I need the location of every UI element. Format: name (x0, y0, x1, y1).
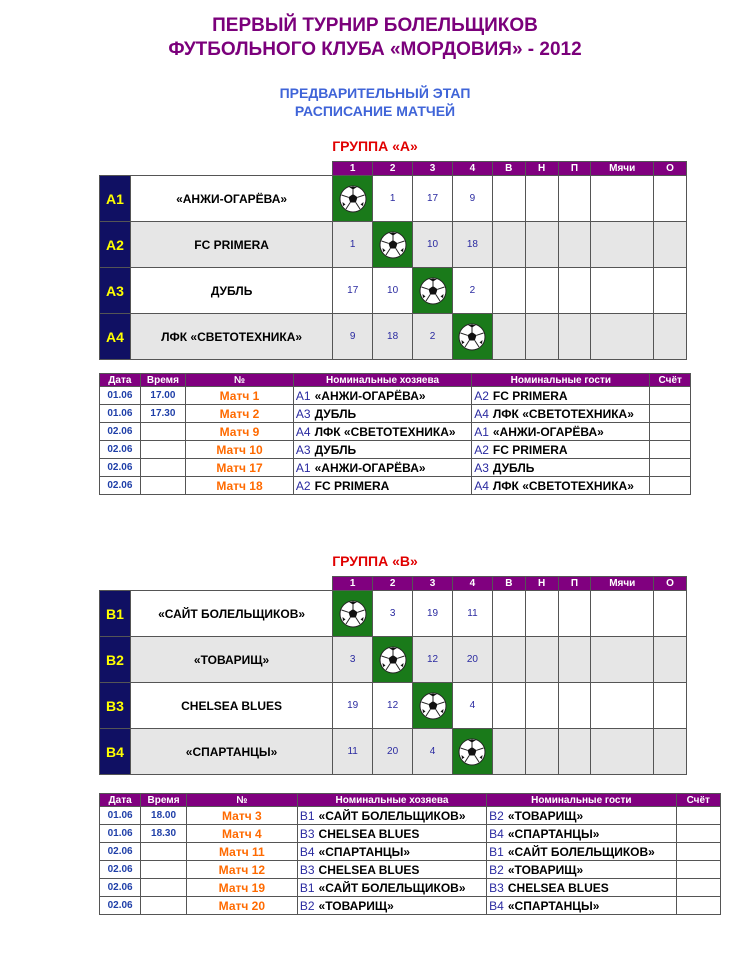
draws-cell (525, 268, 558, 314)
match-score (676, 897, 721, 915)
home-team-name: «ТОВАРИЩ» (318, 898, 394, 913)
soccer-ball-icon (339, 600, 367, 628)
standings-row (100, 637, 687, 683)
standings-col-header: В (492, 162, 525, 176)
standings-row (100, 314, 687, 360)
self-cell (413, 683, 453, 729)
self-cell (373, 222, 413, 268)
goals-cell (591, 591, 654, 637)
home-team (297, 843, 486, 861)
points-cell (654, 314, 687, 360)
group-a-standings-table (99, 161, 687, 360)
standings-col-header: 2 (373, 162, 413, 176)
team-name: FC PRIMERA (130, 222, 332, 268)
match-number: Матч 2 (186, 405, 294, 423)
match-number: Матч 11 (186, 843, 297, 861)
match-date: 02.06 (100, 897, 141, 915)
team-name: «САЙТ БОЛЕЛЬЩИКОВ» (130, 591, 332, 637)
standings-row (100, 222, 687, 268)
home-team (293, 459, 471, 477)
away-team-name: ЛФК «СВЕТОТЕХНИКА» (492, 478, 634, 493)
team-code: А3 (100, 268, 131, 314)
self-cell (373, 637, 413, 683)
match-number-cell: 3 (333, 637, 373, 683)
away-team (487, 861, 676, 879)
schedule-col-header: Счёт (676, 794, 721, 807)
schedule-row (100, 459, 691, 477)
match-number-cell: 17 (413, 176, 453, 222)
soccer-ball-icon (379, 646, 407, 674)
home-team (297, 861, 486, 879)
group-b-standings-table (99, 576, 687, 775)
losses-cell (558, 176, 591, 222)
away-team-name: CHELSEA BLUES (507, 880, 609, 895)
home-team (293, 441, 471, 459)
away-team-name: «ТОВАРИЩ» (507, 862, 584, 877)
stage-subtitle: ПРЕДВАРИТЕЛЬНЫЙ ЭТАП (279, 85, 471, 101)
home-team (297, 807, 486, 825)
soccer-ball-icon (379, 231, 407, 259)
home-team-name: «АНЖИ-ОГАРЁВА» (314, 460, 426, 475)
away-team-name: «СПАРТАНЦЫ» (507, 898, 600, 913)
standings-col-header: 2 (373, 577, 413, 591)
standings-col-header: 1 (333, 577, 373, 591)
tournament-title-line2: ФУТБОЛЬНОГО КЛУБА «МОРДОВИЯ» - 2012 (168, 39, 582, 60)
schedule-row (100, 825, 721, 843)
home-team-code: В1 (299, 808, 315, 823)
match-number-cell: 9 (333, 314, 373, 360)
home-team-name: CHELSEA BLUES (318, 862, 420, 877)
schedule-col-header: Номинальные хозяева (293, 374, 471, 387)
match-date: 02.06 (100, 441, 141, 459)
match-number: Матч 20 (186, 897, 297, 915)
losses-cell (558, 729, 591, 775)
away-team (487, 825, 676, 843)
tournament-title-line1: ПЕРВЫЙ ТУРНИР БОЛЕЛЬЩИКОВ (212, 15, 538, 36)
team-name: «ТОВАРИЩ» (130, 637, 332, 683)
match-date: 02.06 (100, 879, 141, 897)
home-team (293, 405, 471, 423)
match-number-cell: 11 (333, 729, 373, 775)
team-name: ЛФК «СВЕТОТЕХНИКА» (130, 314, 332, 360)
away-team (472, 441, 650, 459)
team-code: А4 (100, 314, 131, 360)
standings-col-header: Н (525, 577, 558, 591)
standings-col-header: О (654, 162, 687, 176)
away-team (487, 879, 676, 897)
schedule-header-row (100, 794, 721, 807)
points-cell (654, 222, 687, 268)
schedule-header-row (100, 374, 691, 387)
away-team-code: А2 (474, 442, 489, 457)
goals-cell (591, 683, 654, 729)
wins-cell (492, 591, 525, 637)
match-score (676, 825, 721, 843)
home-team-code: А2 (295, 478, 311, 493)
standings-col-header: 3 (413, 577, 453, 591)
home-team-code: А3 (295, 406, 311, 421)
match-time: 18.30 (141, 825, 187, 843)
goals-cell (591, 637, 654, 683)
match-date: 02.06 (100, 477, 141, 495)
match-number-cell: 1 (373, 176, 413, 222)
standings-row (100, 268, 687, 314)
match-score (676, 861, 721, 879)
home-team-name: «САЙТ БОЛЕЛЬЩИКОВ» (318, 880, 466, 895)
standings-col-header: Мячи (591, 162, 654, 176)
wins-cell (492, 683, 525, 729)
home-team-code: А4 (295, 424, 311, 439)
home-team-code: В2 (299, 898, 315, 913)
match-number: Матч 9 (186, 423, 294, 441)
match-number-cell: 4 (413, 729, 453, 775)
standings-header-row (100, 162, 687, 176)
wins-cell (492, 314, 525, 360)
away-team-code: В1 (489, 844, 504, 859)
schedule-row (100, 897, 721, 915)
losses-cell (558, 222, 591, 268)
draws-cell (525, 222, 558, 268)
away-team (472, 405, 650, 423)
goals-cell (591, 222, 654, 268)
draws-cell (525, 683, 558, 729)
away-team-name: «САЙТ БОЛЕЛЬЩИКОВ» (507, 844, 655, 859)
away-team-name: «СПАРТАНЦЫ» (507, 826, 600, 841)
home-team (293, 477, 471, 495)
draws-cell (525, 729, 558, 775)
soccer-ball-icon (458, 323, 486, 351)
team-code: А2 (100, 222, 131, 268)
home-team-name: «САЙТ БОЛЕЛЬЩИКОВ» (318, 808, 466, 823)
match-date: 02.06 (100, 843, 141, 861)
points-cell (654, 637, 687, 683)
points-cell (654, 591, 687, 637)
soccer-ball-icon (339, 185, 367, 213)
home-team-code: А1 (295, 388, 311, 403)
away-team (487, 807, 676, 825)
schedule-row (100, 861, 721, 879)
match-number-cell: 3 (373, 591, 413, 637)
home-team (293, 387, 471, 405)
group-a-schedule-table (99, 373, 691, 495)
away-team-code: А1 (474, 424, 489, 439)
match-date: 01.06 (100, 825, 141, 843)
standings-col-header: В (492, 577, 525, 591)
goals-cell (591, 268, 654, 314)
home-team-code: А1 (295, 460, 311, 475)
match-date: 01.06 (100, 807, 141, 825)
match-time (141, 879, 187, 897)
standings-col-header: 4 (452, 162, 492, 176)
match-time (140, 477, 185, 495)
match-score (650, 423, 691, 441)
match-score (650, 387, 691, 405)
away-team-code: В3 (489, 880, 504, 895)
match-time (140, 423, 185, 441)
wins-cell (492, 176, 525, 222)
points-cell (654, 729, 687, 775)
standings-row (100, 591, 687, 637)
match-time: 18.00 (141, 807, 187, 825)
match-time: 17.00 (140, 387, 185, 405)
away-team-code: А4 (474, 406, 489, 421)
points-cell (654, 176, 687, 222)
losses-cell (558, 683, 591, 729)
standings-header-row (100, 577, 687, 591)
away-team (472, 459, 650, 477)
schedule-col-header: Счёт (650, 374, 691, 387)
away-team-name: FC PRIMERA (492, 442, 568, 457)
match-number: Матч 3 (186, 807, 297, 825)
match-number-cell: 12 (373, 683, 413, 729)
match-number-cell: 11 (452, 591, 492, 637)
match-date: 02.06 (100, 861, 141, 879)
match-number-cell: 2 (413, 314, 453, 360)
schedule-col-header: Номинальные гости (472, 374, 650, 387)
group-a-title: ГРУППА «А» (332, 138, 418, 154)
match-number: Матч 19 (186, 879, 297, 897)
schedule-col-header: Время (140, 374, 185, 387)
standings-row (100, 176, 687, 222)
match-score (650, 477, 691, 495)
match-time (140, 459, 185, 477)
wins-cell (492, 729, 525, 775)
team-code: В2 (100, 637, 131, 683)
match-number-cell: 12 (413, 637, 453, 683)
home-team-name: ДУБЛЬ (314, 442, 357, 457)
standings-col-header: П (558, 577, 591, 591)
schedule-row (100, 477, 691, 495)
losses-cell (558, 268, 591, 314)
losses-cell (558, 591, 591, 637)
away-team-name: ЛФК «СВЕТОТЕХНИКА» (492, 406, 634, 421)
group-b-title: ГРУППА «В» (332, 553, 418, 569)
schedule-row (100, 387, 691, 405)
match-number-cell: 18 (373, 314, 413, 360)
soccer-ball-icon (458, 738, 486, 766)
home-team-name: «АНЖИ-ОГАРЁВА» (314, 388, 426, 403)
draws-cell (525, 637, 558, 683)
schedule-col-header: Время (141, 794, 187, 807)
away-team-code: В4 (489, 898, 504, 913)
team-name: ДУБЛЬ (130, 268, 332, 314)
self-cell (452, 729, 492, 775)
losses-cell (558, 637, 591, 683)
schedule-row (100, 879, 721, 897)
standings-col-header: 4 (452, 577, 492, 591)
away-team (487, 897, 676, 915)
goals-cell (591, 314, 654, 360)
match-time (140, 441, 185, 459)
home-team (293, 423, 471, 441)
schedule-col-header: Дата (100, 794, 141, 807)
away-team-name: ДУБЛЬ (492, 460, 535, 475)
self-cell (333, 591, 373, 637)
self-cell (333, 176, 373, 222)
match-date: 01.06 (100, 387, 141, 405)
match-time (141, 843, 187, 861)
match-number-cell: 18 (452, 222, 492, 268)
group-b-schedule-table (99, 793, 721, 915)
standings-col-header: О (654, 577, 687, 591)
standings-col-header: 1 (333, 162, 373, 176)
draws-cell (525, 591, 558, 637)
wins-cell (492, 222, 525, 268)
wins-cell (492, 268, 525, 314)
match-number-cell: 19 (333, 683, 373, 729)
match-number-cell: 20 (373, 729, 413, 775)
team-code: В1 (100, 591, 131, 637)
away-team (487, 843, 676, 861)
home-team (297, 825, 486, 843)
home-team-code: В3 (299, 826, 315, 841)
match-number: Матч 18 (186, 477, 294, 495)
match-number-cell: 10 (413, 222, 453, 268)
match-number: Матч 1 (186, 387, 294, 405)
match-number-cell: 19 (413, 591, 453, 637)
away-team (472, 423, 650, 441)
match-time (141, 861, 187, 879)
away-team (472, 387, 650, 405)
match-date: 02.06 (100, 423, 141, 441)
match-score (650, 405, 691, 423)
home-team (297, 897, 486, 915)
schedule-subtitle: РАСПИСАНИЕ МАТЧЕЙ (294, 103, 456, 119)
away-team-name: «ТОВАРИЩ» (507, 808, 584, 823)
match-number: Матч 4 (186, 825, 297, 843)
schedule-col-header: № (186, 374, 294, 387)
schedule-col-header: № (186, 794, 297, 807)
home-team-code: В4 (299, 844, 315, 859)
soccer-ball-icon (419, 277, 447, 305)
team-name: «АНЖИ-ОГАРЁВА» (130, 176, 332, 222)
match-date: 01.06 (100, 405, 141, 423)
home-team-name: FC PRIMERA (314, 478, 390, 493)
team-code: В3 (100, 683, 131, 729)
match-number-cell: 17 (333, 268, 373, 314)
home-team-name: ЛФК «СВЕТОТЕХНИКА» (314, 424, 456, 439)
losses-cell (558, 314, 591, 360)
points-cell (654, 268, 687, 314)
away-team-code: А2 (474, 388, 489, 403)
soccer-ball-icon (419, 692, 447, 720)
match-number-cell: 9 (452, 176, 492, 222)
schedule-row (100, 843, 721, 861)
home-team-code: А3 (295, 442, 311, 457)
standings-col-header: П (558, 162, 591, 176)
team-code: В4 (100, 729, 131, 775)
match-number: Матч 10 (186, 441, 294, 459)
team-name: «СПАРТАНЦЫ» (130, 729, 332, 775)
match-number-cell: 20 (452, 637, 492, 683)
match-score (676, 807, 721, 825)
match-number-cell: 4 (452, 683, 492, 729)
points-cell (654, 683, 687, 729)
away-team-name: «АНЖИ-ОГАРЁВА» (492, 424, 604, 439)
goals-cell (591, 729, 654, 775)
team-code: А1 (100, 176, 131, 222)
home-team-name: CHELSEA BLUES (318, 826, 420, 841)
match-number-cell: 2 (452, 268, 492, 314)
match-number-cell: 1 (333, 222, 373, 268)
home-team-name: ДУБЛЬ (314, 406, 357, 421)
match-number-cell: 10 (373, 268, 413, 314)
self-cell (413, 268, 453, 314)
schedule-row (100, 807, 721, 825)
away-team-code: В2 (489, 808, 504, 823)
away-team-code: А4 (474, 478, 489, 493)
match-number: Матч 12 (186, 861, 297, 879)
standings-col-header: 3 (413, 162, 453, 176)
schedule-col-header: Дата (100, 374, 141, 387)
goals-cell (591, 176, 654, 222)
away-team-name: FC PRIMERA (492, 388, 568, 403)
match-date: 02.06 (100, 459, 141, 477)
standings-col-header: Н (525, 162, 558, 176)
wins-cell (492, 637, 525, 683)
match-score (676, 879, 721, 897)
standings-row (100, 729, 687, 775)
draws-cell (525, 176, 558, 222)
match-number: Матч 17 (186, 459, 294, 477)
away-team-code: В2 (489, 862, 504, 877)
team-name: CHELSEA BLUES (130, 683, 332, 729)
draws-cell (525, 314, 558, 360)
match-time (141, 897, 187, 915)
away-team-code: В4 (489, 826, 504, 841)
match-score (650, 441, 691, 459)
match-score (676, 843, 721, 861)
self-cell (452, 314, 492, 360)
away-team-code: А3 (474, 460, 489, 475)
schedule-col-header: Номинальные гости (487, 794, 676, 807)
home-team (297, 879, 486, 897)
home-team-code: В3 (299, 862, 315, 877)
schedule-row (100, 423, 691, 441)
match-time: 17.30 (140, 405, 185, 423)
standings-row (100, 683, 687, 729)
home-team-code: В1 (299, 880, 315, 895)
standings-col-header: Мячи (591, 577, 654, 591)
schedule-row (100, 405, 691, 423)
home-team-name: «СПАРТАНЦЫ» (318, 844, 411, 859)
match-score (650, 459, 691, 477)
away-team (472, 477, 650, 495)
schedule-row (100, 441, 691, 459)
schedule-col-header: Номинальные хозяева (297, 794, 486, 807)
